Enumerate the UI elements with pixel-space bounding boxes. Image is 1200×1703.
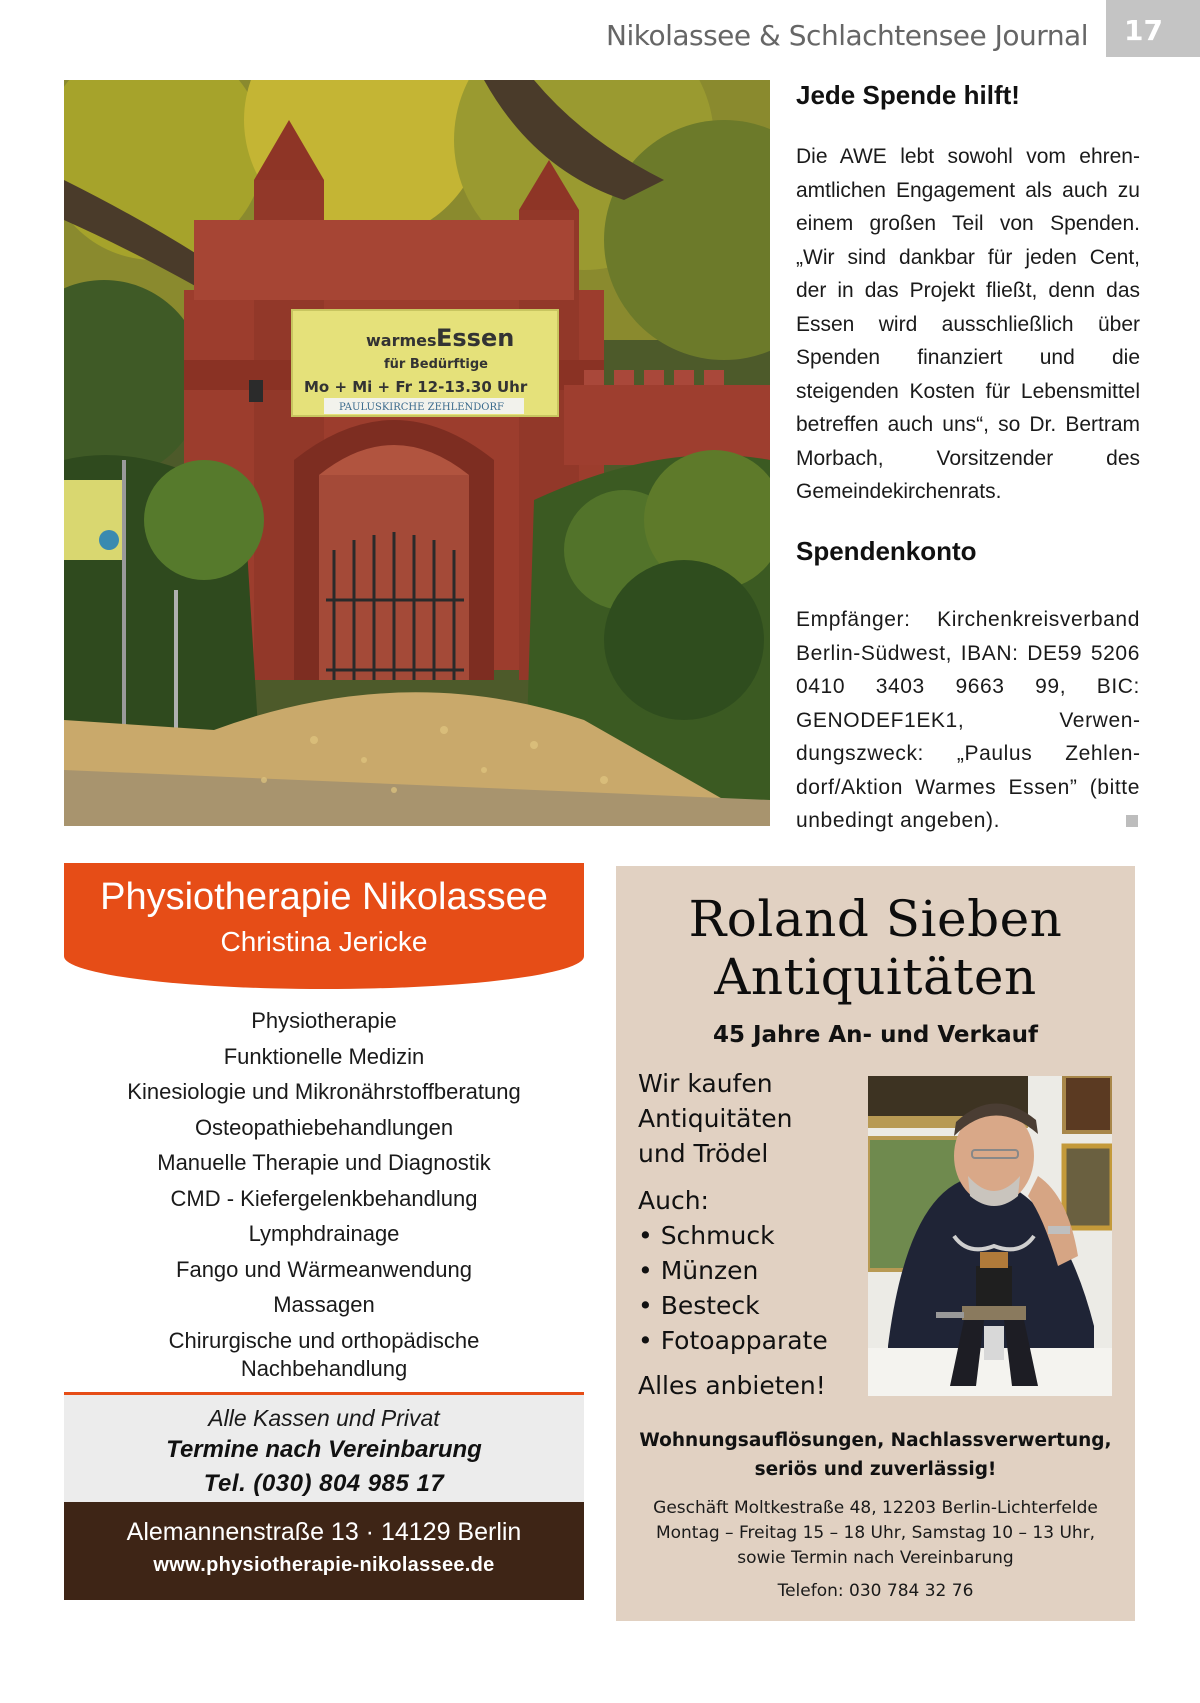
opening-hours: Montag – Freitag 15 – 18 Uhr, Samstag 10 – 13 Uhr, [655,1523,1096,1543]
service-item: Nachbehandlung [240,1355,408,1381]
svg-text:für Bedürftige: für Bedürftige [384,357,488,372]
service-item: Chirurgische und orthopädische [168,1327,480,1353]
physio-services-list [64,1003,584,1383]
antiques-offer-list: Wir kaufen Antiquitäten und Trödel Auch: • Schmuck • Münzen • Besteck • Fotoapparate Alles anbieten! [638,1066,838,1403]
page-number: 17 [1106,0,1200,57]
list-item: • Münzen [638,1256,759,1285]
service-item: CMD - Kiefergelenkbehandlung [170,1185,478,1211]
physio-header-banner [64,863,584,989]
article-body: Die AWE lebt sowohl vom ehrenamtlichen Engagement als auch zu einem großen Teil von Spenden. „Wir sind dankbar für jeden Cent, der in das Projekt fließt, denn das Essen wird ausschließlich über Spenden finanziert und die steigenden Kosten für Lebensmittel betreffen auch uns“, so Dr. Bertram Morbach, Vorsitzender des Gemeindekirchenrats. [796,145,1140,503]
service-item: Physiotherapie [251,1008,397,1033]
antiques-services: Wohnungsauflösungen, Nachlassverwertung, seriös und zuverlässig! [639,1430,1112,1480]
antiques-advertisement [616,866,1135,1621]
article-heading: Jede Spende hilft! [796,80,1020,110]
appointment-note: sowie Termin nach Vereinbarung [737,1548,1014,1568]
end-of-article-mark [1126,815,1138,827]
insurance-note: Alle Kassen und Privat [208,1405,440,1431]
antiques-shop-info [616,1496,1135,1571]
list-item: • Fotoapparate [638,1326,828,1355]
call-to-action: Alles anbieten! [638,1371,826,1400]
journal-title: Nikolassee & Schlachtensee Journal [606,19,1088,52]
physio-subtitle: Christina Jericke [220,926,428,957]
physio-contact-box [64,1395,584,1502]
physio-footer [64,1502,584,1600]
physio-website-link[interactable]: www.physiotherapie-nikolassee.de [153,1554,495,1576]
also-label: Auch: [638,1186,709,1215]
physio-address: Alemannenstraße 13 · 14129 Berlin [126,1518,522,1546]
service-item: Funktionelle Medizin [223,1043,425,1069]
physiotherapy-advertisement [64,863,584,1621]
physio-title: Physiotherapie Nikolassee [100,876,548,918]
donation-account-heading: Spendenkonto [796,536,977,566]
antiques-phone: Telefon: 030 784 32 76 [777,1581,974,1601]
shop-address: Geschäft Moltkestraße 48, 12203 Berlin-Lichterfelde [653,1498,1098,1518]
appointment-note: Termine nach Vereinbarung [166,1436,482,1463]
list-item: • Besteck [638,1291,760,1320]
service-item: Lymphdrainage [248,1221,400,1246]
service-item: Kinesiologie und Mikronährstoffberatung [127,1079,521,1104]
donation-account-details: Empfänger: Kirchenkreisverband Berlin-Südwest, IBAN: DE59 5206 0410 3403 9663 99, BIC: GENODEF1EK1, Verwendungszweck: „Paulus Zehlendorf/Aktion Warmes Essen” (bitte unbedingt angeben). [796,608,1140,832]
physio-phone: Tel. (030) 804 985 17 [203,1470,445,1497]
antiques-tagline: 45 Jahre An- und Verkauf [712,1022,1039,1048]
svg-text:Mo + Mi + Fr 12-13.30 Uhr: Mo + Mi + Fr 12-13.30 Uhr [304,378,528,396]
antiques-title: Roland Sieben Antiquitäten [688,890,1063,1006]
church-gateway-photo [64,80,770,826]
service-item: Manuelle Therapie und Diagnostik [157,1150,491,1175]
article-column [796,78,1140,832]
svg-text:PAULUSKIRCHE ZEHLENDORF: PAULUSKIRCHE ZEHLENDORF [339,402,504,413]
service-item: Osteopathiebehandlungen [194,1114,454,1140]
svg-text:Essen: Essen [436,324,515,352]
dealer-with-telephone-photo [868,1076,1112,1396]
list-item: • Schmuck [638,1221,775,1250]
service-item: Massagen [273,1292,375,1317]
svg-text:warmes: warmes [366,331,437,350]
service-item: Fango und Wärmeanwendung [176,1256,472,1282]
